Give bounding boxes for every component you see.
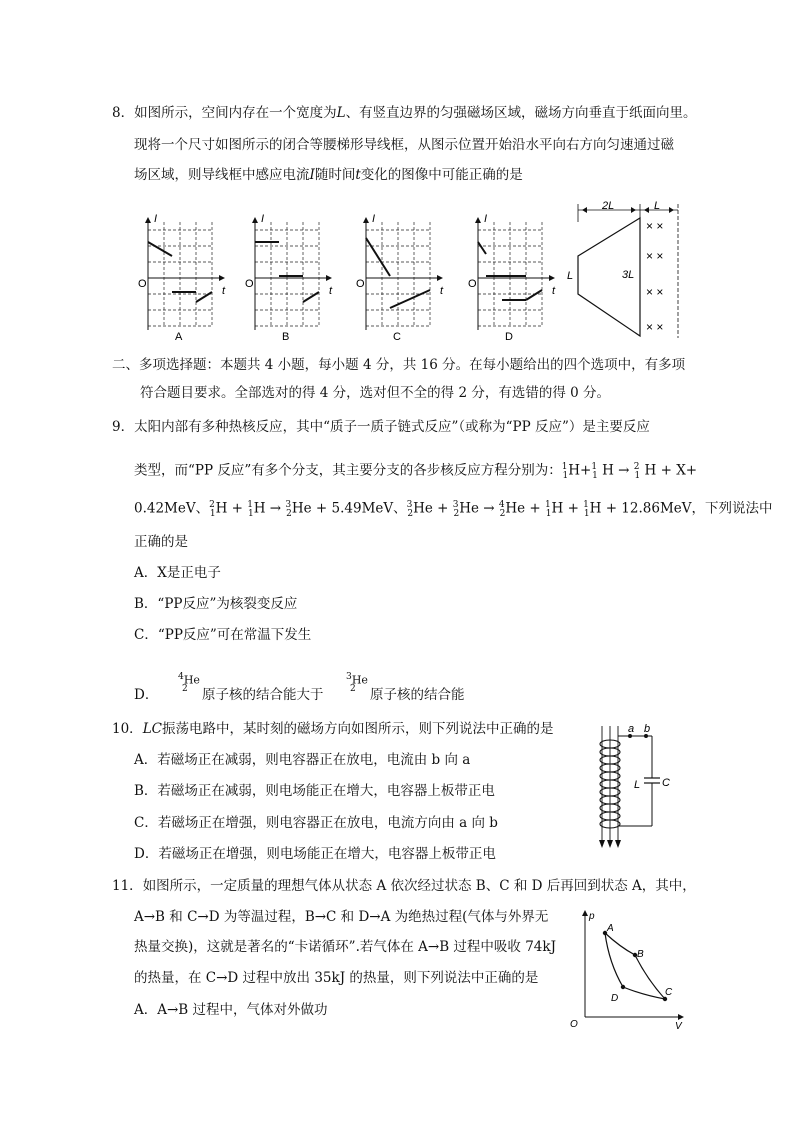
- q10-option-a: A．若磁场正在减弱，则电容器正在放电，电流由 b 向 a: [134, 752, 471, 768]
- fig-V: V: [675, 1021, 682, 1032]
- q9-option-b: B．“PP反应”为核裂变反应: [134, 596, 298, 612]
- graph-c-label: C: [393, 331, 401, 343]
- q8-line3: 场区域，则导线框中感应电流I随时间t变化的图像中可能正确的是: [134, 167, 523, 183]
- q9-line4: 正确的是: [134, 534, 188, 550]
- fig-b: b: [644, 723, 651, 735]
- q9-option-a: A．X是正电子: [134, 565, 221, 581]
- cross-row-4: × ×: [646, 320, 664, 334]
- graph-c: [356, 213, 444, 343]
- q8-line2: 现将一个尺寸如图所示的闭合等腰梯形导线框，从图示位置开始沿水平向右方向匀速通过磁: [134, 137, 674, 153]
- q9-option-d-he4: $^4$He: [178, 671, 200, 687]
- fig-2L: 2L: [602, 200, 615, 212]
- graph-d: [468, 213, 556, 343]
- q8-trapezoid-figure: [560, 198, 685, 348]
- q9-option-d-he3: $^3$He: [346, 671, 368, 687]
- graph-b: [245, 213, 333, 343]
- fig-A: A: [607, 923, 614, 934]
- graph-d-axis-I: I: [484, 213, 488, 225]
- q9-option-d-mid: 原子核的结合能大于: [202, 687, 324, 703]
- q8-graphs: [120, 200, 600, 345]
- q11-line3: 热量交换)，这就是著名的“卡诺循环”.若气体在 A→B 过程中吸收 74kJ: [134, 939, 556, 955]
- q9-option-d-label: D．: [134, 687, 159, 703]
- graph-b-label: B: [282, 331, 290, 343]
- fig-O: O: [570, 1019, 578, 1030]
- q9-option-d-end: 原子核的结合能: [370, 687, 465, 703]
- fig-C: C: [665, 987, 673, 998]
- graph-c-axis-t: t: [440, 285, 444, 297]
- section2-title: 二、多项选择题：本题共 4 小题，每小题 4 分，共 16 分。在每小题给出的四个选项中，有多项: [112, 357, 686, 373]
- graph-b-axis-t: t: [329, 285, 333, 297]
- q11-pv-diagram: [565, 905, 690, 1035]
- q9-option-d-he3-z: 2: [350, 684, 356, 694]
- q11-line2: A→B 和 C→D 为等温过程，B→C 和 D→A 为绝热过程(气体与外界无: [134, 909, 549, 925]
- graph-b-origin: O: [245, 278, 254, 290]
- q9-line1: 9．太阳内部有多种热核反应，其中“质子一质子链式反应”（或称为“PP 反应”）是主要反应: [112, 419, 650, 435]
- graph-d-origin: O: [468, 278, 477, 290]
- fig-a: a: [628, 723, 635, 735]
- graph-a: [138, 213, 226, 343]
- q9-option-d-he4-z: 2: [182, 684, 188, 694]
- graph-a-origin: O: [138, 278, 147, 290]
- fig-3L: 3L: [622, 269, 635, 281]
- graph-b-axis-I: I: [261, 213, 265, 225]
- fig-C: C: [662, 777, 670, 789]
- graph-c-axis-I: I: [372, 213, 376, 225]
- fig-L-left: L: [567, 270, 574, 282]
- q9-option-c: C．“PP反应”可在常温下发生: [134, 627, 312, 643]
- q8-line1: 8．如图所示，空间内存在一个宽度为L、有竖直边界的匀强磁场区域，磁场方向垂直于纸面向里。: [112, 105, 697, 121]
- graph-d-axis-t: t: [552, 285, 556, 297]
- q10-line1: 10．LC振荡电路中，某时刻的磁场方向如图所示，则下列说法中正确的是: [112, 721, 554, 737]
- cross-row-1: × ×: [646, 219, 664, 233]
- graph-d-label: D: [505, 331, 513, 343]
- q9-line3: 0.42MeV、$^2_1$H + $^1_1$H → $^3_2$He + 5.49MeV、$^3_2$He + $^3_2$He → $^4_2$He + $^1_1$H + $^1_1$H + 12.86MeV，下列说法中: [134, 500, 773, 520]
- q11-option-a: A．A→B 过程中，气体对外做功: [134, 1002, 328, 1018]
- fig-D: D: [611, 993, 619, 1004]
- graph-c-origin: O: [356, 278, 365, 290]
- graph-a-axis-t: t: [222, 285, 226, 297]
- cross-row-3: × ×: [646, 285, 664, 299]
- q10-option-b: B．若磁场正在减弱，则电场能正在增大，电容器上板带正电: [134, 783, 495, 799]
- q9-line2: 类型，而“PP 反应”有多个分支，其主要分支的各步核反应方程分别为：$^1_1$H+$^1_1$ H → $^2_1$ H + X+: [134, 462, 698, 482]
- cross-row-2: × ×: [646, 249, 664, 263]
- fig-L-top: L: [654, 200, 661, 212]
- fig-p: p: [589, 911, 595, 922]
- graph-a-label: A: [175, 331, 183, 343]
- q10-option-d: D．若磁场正在增强，则电场能正在增大，电容器上板带正电: [134, 846, 496, 862]
- q10-lc-circuit-figure: [590, 722, 690, 850]
- q11-line1: 11．如图所示，一定质量的理想气体从状态 A 依次经过状态 B、C 和 D 后再回到状态 A，其中，: [112, 878, 696, 894]
- section2-line2: 符合题目要求。全部选对的得 4 分，选对但不全的得 2 分，有选错的得 0 分。: [140, 385, 611, 401]
- q10-option-c: C．若磁场正在增强，则电容器正在放电，电流方向由 a 向 b: [134, 815, 498, 831]
- fig-B: B: [637, 949, 644, 960]
- q11-line4: 的热量，在 C→D 过程中放出 35kJ 的热量，则下列说法中正确的是: [134, 970, 539, 986]
- graph-a-axis-I: I: [154, 213, 158, 225]
- fig-L: L: [634, 779, 641, 791]
